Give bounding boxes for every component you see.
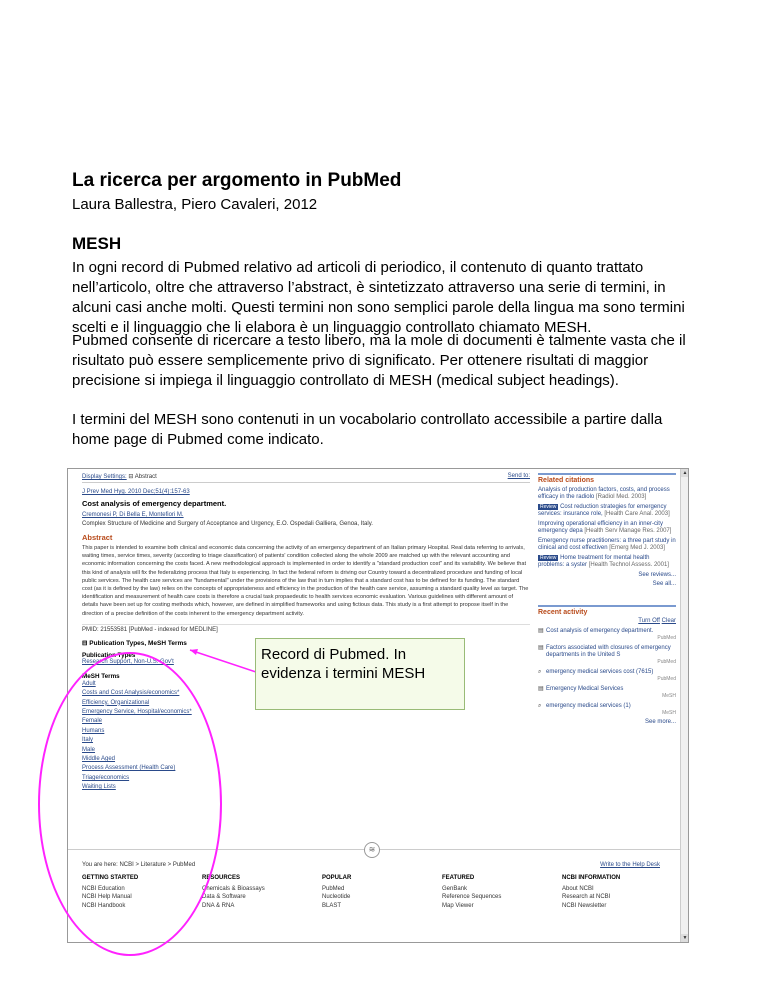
footer-column-heading: GETTING STARTED [82, 875, 139, 881]
pubtypes-toggle-label: Publication Types, MeSH Terms [89, 639, 187, 647]
recent-activity-title[interactable]: emergency medical services cost (7615) [546, 669, 654, 675]
footer-link[interactable]: Reference Sequences [442, 894, 502, 900]
footer-link[interactable]: Chemicals & Bioassays [202, 885, 265, 892]
search-icon: ⌕ [538, 703, 542, 709]
mesh-term[interactable]: Emergency Service, Hospital/economics* [82, 709, 192, 716]
mesh-term[interactable]: Triage/economics [82, 774, 130, 781]
recent-activity-title[interactable]: Factors associated with closures of emergency departments in the United S [546, 645, 671, 658]
paragraph-3: I termini del MESH sono contenuti in un vocabolario controllato accessibile a partire dalla home page di Pubmed come indicato. [72, 411, 663, 448]
collapse-icon: ⊟ [82, 639, 88, 647]
mesh-term[interactable]: Efficiency, Organizational [82, 699, 150, 706]
mesh-term[interactable]: Italy [82, 737, 94, 744]
collapse-icon[interactable]: ⊟ [128, 474, 134, 480]
related-citation-source: [Health Serv Manage Res. 2007] [584, 528, 672, 534]
affiliation: Complex Structure of Medicine and Surgery of Acceptance and Urgency, E.O. Ospedali Galliera, Genoa, Italy. [82, 521, 373, 527]
search-icon: ⌕ [538, 669, 542, 675]
scroll-up-arrow-icon[interactable]: ▲ [682, 470, 688, 476]
article-title: Cost analysis of emergency department. [82, 499, 227, 508]
display-settings-link[interactable]: Display Settings: [82, 474, 127, 480]
publication-types-heading: Publication Types [82, 651, 136, 659]
recent-activity-title[interactable]: Emergency Medical Services [546, 686, 624, 692]
scroll-down-arrow-icon[interactable]: ▼ [682, 935, 688, 941]
review-badge: Review [540, 555, 557, 561]
ncbi-logo-icon: ≋ [364, 842, 380, 858]
clear-link[interactable]: Clear [661, 618, 676, 624]
related-citation-title[interactable]: Improving operational efficiency in an inner-city emergency depa [538, 521, 663, 534]
callout-box: Record di Pubmed. In evidenza i termini MESH [255, 638, 465, 710]
display-mode: Abstract [134, 474, 157, 480]
footer-link[interactable]: PubMed [322, 885, 345, 892]
mesh-term[interactable]: Waiting Lists [82, 784, 116, 791]
footer-link[interactable]: NCBI Help Manual [82, 894, 132, 900]
related-citation-source: [Health Technol Assess. 2001] [588, 562, 669, 568]
publication-type-link[interactable]: Research Support, Non-U.S. Gov't [82, 658, 174, 665]
mesh-term[interactable]: Process Assessment (Health Care) [82, 765, 176, 772]
mesh-term[interactable]: Male [82, 746, 96, 753]
recent-activity-title[interactable]: emergency medical services (1) [546, 703, 631, 709]
turn-off-link[interactable]: Turn Off [638, 618, 660, 624]
document-icon: ▤ [538, 628, 544, 634]
related-citation-title[interactable]: Emergency nurse practitioners: a three part study in clinical and cost effectiven [538, 538, 676, 551]
footer-link[interactable]: Research at NCBI [562, 894, 611, 900]
related-citations-heading: Related citations [538, 473, 676, 484]
recent-activity-source: PubMed [657, 659, 676, 665]
recent-activity-source: PubMed [657, 635, 676, 641]
footer-column-heading: NCBI INFORMATION [562, 875, 621, 881]
related-citation-source: [Health Care Anal. 2003] [604, 511, 670, 517]
review-badge: Review [540, 504, 557, 510]
related-citation-title[interactable]: Analysis of production factors, costs, and process efficacy in the radiolo [538, 487, 670, 500]
footer-column-heading: FEATURED [442, 875, 475, 881]
abstract-text: This paper is intended to examine both clinical and economic data concerning the activity of an emergency department of an Italian primary Hospital. Real data referring to arrivals, waiting times, service times, severity (according to triage classification) of patients' condition collected along the whole 2009 are matched up with the relevant accounting and economic information concerning the costs faced. A new methodological approach is implemented in order to identify a "standard production cost" and its variability. We believe that this kind of analysis will fix the federalizing process that Italy is experiencing. In fact the federal reform is driving our Country toward a decentralized procedure and funding of local public services. The health care services are "fundamental" under the provisions of the law that in turn implies that a standard cost has to be defined for its funding. The standard cost (as it is defined by the law) relies on the concepts of appropriateness and efficiency in the production of the health care service, assuming a standard quality level as target. The identification and measurement of health care costs is therefore a crucial task propaedeutic to health services economic evaluation. Various guidelines with different amount of details have been set up for costing methods which, however, are defined in simplified frameworks and using fictious data. This study is a first attempt to propose itself in the direction of a precise definition of the costs inherent to the emergency department activity. [82, 545, 529, 617]
footer-link[interactable]: Nucleotide [322, 894, 351, 900]
journal-reference[interactable]: J Prev Med Hyg. 2010 Dec;51(4):157-63 [82, 489, 190, 495]
see-all-link[interactable]: See all... [652, 581, 676, 587]
mesh-term[interactable]: Adult [82, 680, 96, 687]
document-icon: ▤ [538, 686, 544, 692]
related-citation-title[interactable]: Home treatment for mental health problems: a syster [538, 555, 650, 568]
help-desk-link[interactable]: Write to the Help Desk [600, 862, 660, 868]
mesh-term[interactable]: Costs and Cost Analysis/economics* [82, 690, 180, 697]
related-citation-title[interactable]: Cost reduction strategies for emergency services: insurance role, [538, 504, 667, 517]
paragraph-2: Pubmed consente di ricercare a testo libero, ma la mole di documenti è talmente vasta che il risultato può essere semplicemente privo di significato. Per ottenere risultati di maggior precisione si impiega il linguaggio controllato di MESH (medical subject headings). [72, 332, 686, 389]
footer-link[interactable]: BLAST [322, 902, 342, 909]
breadcrumb: You are here: NCBI > Literature > PubMed [82, 862, 196, 868]
recent-activity-source: MeSH [662, 710, 676, 716]
recent-activity-source: MeSH [662, 693, 676, 699]
pmid-line: PMID: 21553581 [PubMed - indexed for MEDLINE] [82, 624, 530, 633]
recent-activity-heading: Recent activity [538, 605, 676, 616]
see-more-link[interactable]: See more... [644, 719, 676, 725]
send-to-link[interactable]: Send to: [507, 473, 530, 479]
recent-activity-source: PubMed [657, 676, 676, 682]
footer-link[interactable]: DNA & RNA [202, 902, 235, 909]
article-authors[interactable]: Cremonesi P, Di Bella E, Montefiori M. [82, 512, 184, 518]
section-heading: MESH [72, 234, 122, 253]
footer-link[interactable]: GenBank [442, 885, 468, 892]
related-citation-source: [Emerg Med J. 2003] [609, 545, 665, 551]
mesh-term[interactable]: Humans [82, 727, 105, 734]
recent-activity-title[interactable]: Cost analysis of emergency department. [546, 628, 654, 634]
footer-link[interactable]: NCBI Newsletter [562, 902, 607, 909]
mesh-term[interactable]: Female [82, 718, 103, 725]
document-icon: ▤ [538, 645, 544, 651]
page-title: La ricerca per argomento in PubMed [72, 170, 402, 191]
mesh-term[interactable]: Middle Aged [82, 756, 116, 763]
footer-column-heading: RESOURCES [202, 875, 241, 881]
related-citation-source: [Radiol Med. 2003] [595, 494, 647, 500]
footer-link[interactable]: Data & Software [202, 894, 246, 900]
see-reviews-link[interactable]: See reviews... [638, 572, 676, 578]
footer-link[interactable]: Map Viewer [442, 902, 474, 909]
authors-line: Laura Ballestra, Piero Cavaleri, 2012 [72, 196, 318, 213]
paragraph-1: In ogni record di Pubmed relativo ad articoli di periodico, il contenuto di quanto trattato nell’articolo, oltre che attraverso l’abstract, è sintetizzato attraverso una serie di termini, in alcuni casi anche molti. Questi termini non sono semplici parole della lingua ma sono termini scelti e il linguaggio che li elabora è un linguaggio controllato chiamato MESH. [72, 259, 685, 336]
footer-link[interactable]: NCBI Handbook [82, 902, 126, 909]
mesh-terms-heading: MeSH Terms [82, 672, 120, 680]
abstract-heading: Abstract [82, 533, 113, 542]
footer-link[interactable]: About NCBI [562, 885, 594, 892]
footer-column-heading: POPULAR [322, 875, 352, 881]
footer-link[interactable]: NCBI Education [82, 885, 125, 892]
